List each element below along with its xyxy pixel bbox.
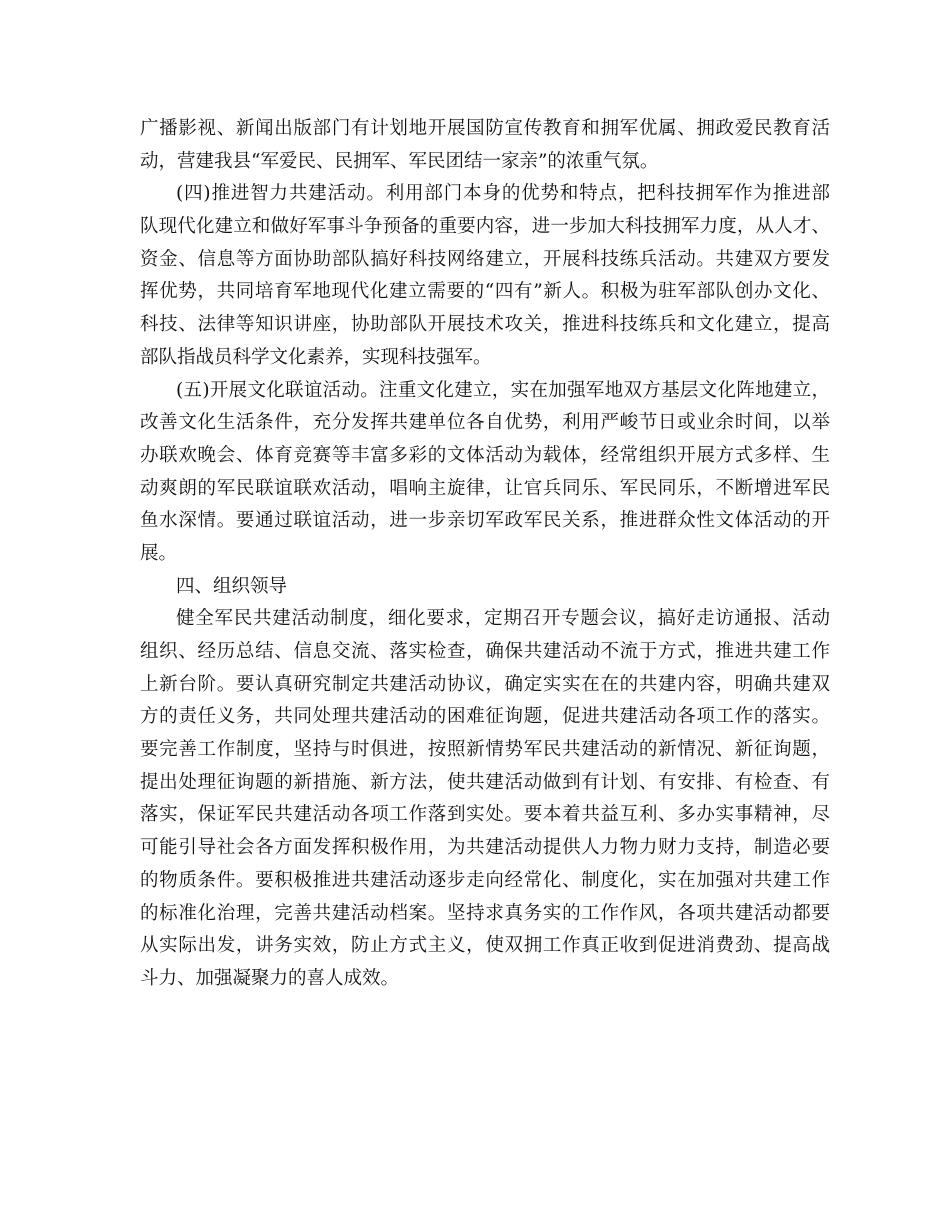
text-line: 动爽朗的军民联谊联欢活动，唱响主旋律，让官兵同乐、军民同乐，不断增进军民 bbox=[140, 477, 830, 499]
text-line: 广播影视、新闻出版部门有计划地开展国防宣传教育和拥军优属、拥政爱民教育活 bbox=[140, 118, 830, 139]
text-line: 队现代化建立和做好军事斗争预备的重要内容，进一步加大科技拥军力度，从人才、 bbox=[140, 216, 830, 238]
text-line: 资金、信息等方面协助部队搞好科技网络建立，开展科技练兵活动。共建双方要发 bbox=[140, 248, 830, 270]
text-line: 从实际出发，讲务实效，防止方式主义，使双拥工作真正收到促进消费劲、提高战 bbox=[140, 935, 830, 957]
section-title: 四、组织领导 bbox=[176, 575, 288, 597]
text-line: 的物质条件。要积极推进共建活动逐步走向经常化、制度化，实在加强对共建工作 bbox=[140, 869, 830, 891]
text-line: 改善文化生活条件，充分发挥共建单位各自优势，利用严峻节日或业余时间，以举 bbox=[140, 412, 830, 434]
text-line: 落实，保证军民共建活动各项工作落到实处。要本着共益互利、多办实事精神，尽 bbox=[140, 804, 830, 826]
text-line: 办联欢晚会、体育竞赛等丰富多彩的文体活动为载体，经常组织开展方式多样、生 bbox=[140, 444, 830, 466]
text-line: 提出处理征询题的新措施、新方法，使共建活动做到有计划、有安排、有检查、有 bbox=[140, 771, 830, 793]
text-line: 方的责任义务，共同处理共建活动的困难征询题，促进共建活动各项工作的落实。 bbox=[140, 706, 830, 728]
text-line: 动，营建我县“军爱民、民拥军、军民团结一家亲”的浓重气氛。 bbox=[140, 150, 659, 172]
text-line: 上新台阶。要认真研究制定共建活动协议，确定实实在在的共建内容，明确共建双 bbox=[140, 673, 830, 695]
text-line: 部队指战员科学文化素养，实现科技强军。 bbox=[140, 346, 492, 368]
text-line: 要完善工作制度，坚持与时俱进，按照新情势军民共建活动的新情况、新征询题， bbox=[140, 739, 830, 761]
document-body bbox=[140, 113, 830, 996]
text-line: 科技、法律等知识讲座，协助部队开展技术攻关，推进科技练兵和文化建立，提高 bbox=[140, 314, 830, 336]
text-line: 斗力、加强凝聚力的喜人成效。 bbox=[140, 967, 400, 989]
text-line: 组织、经历总结、信息交流、落实检查，确保共建活动不流于方式，推进共建工作 bbox=[140, 641, 830, 662]
text-line: 健全军民共建活动制度，细化要求，定期召开专题会议，搞好走访通报、活动 bbox=[176, 608, 830, 630]
text-line: 鱼水深情。要通过联谊活动，进一步亲切军政军民关系，推进群众性文体活动的开 bbox=[140, 510, 830, 532]
text-line: 可能引导社会各方面发挥积极作用，为共建活动提供人力物力财力支持，制造必要 bbox=[140, 837, 830, 859]
section-heading-line: (五)开展文化联谊活动。注重文化建立，实在加强军地双方基层文化阵地建立， bbox=[176, 379, 830, 401]
text-line: 的标准化治理，完善共建活动档案。坚持求真务实的工作作风，各项共建活动都要 bbox=[140, 902, 830, 924]
text-line: 挥优势，共同培育军地现代化建立需要的“四有”新人。积极为驻军部队创办文化、 bbox=[140, 281, 830, 303]
section-heading-line: (四)推进智力共建活动。利用部门本身的优势和特点，把科技拥军作为推进部 bbox=[176, 183, 830, 205]
text-line: 展。 bbox=[140, 542, 178, 564]
